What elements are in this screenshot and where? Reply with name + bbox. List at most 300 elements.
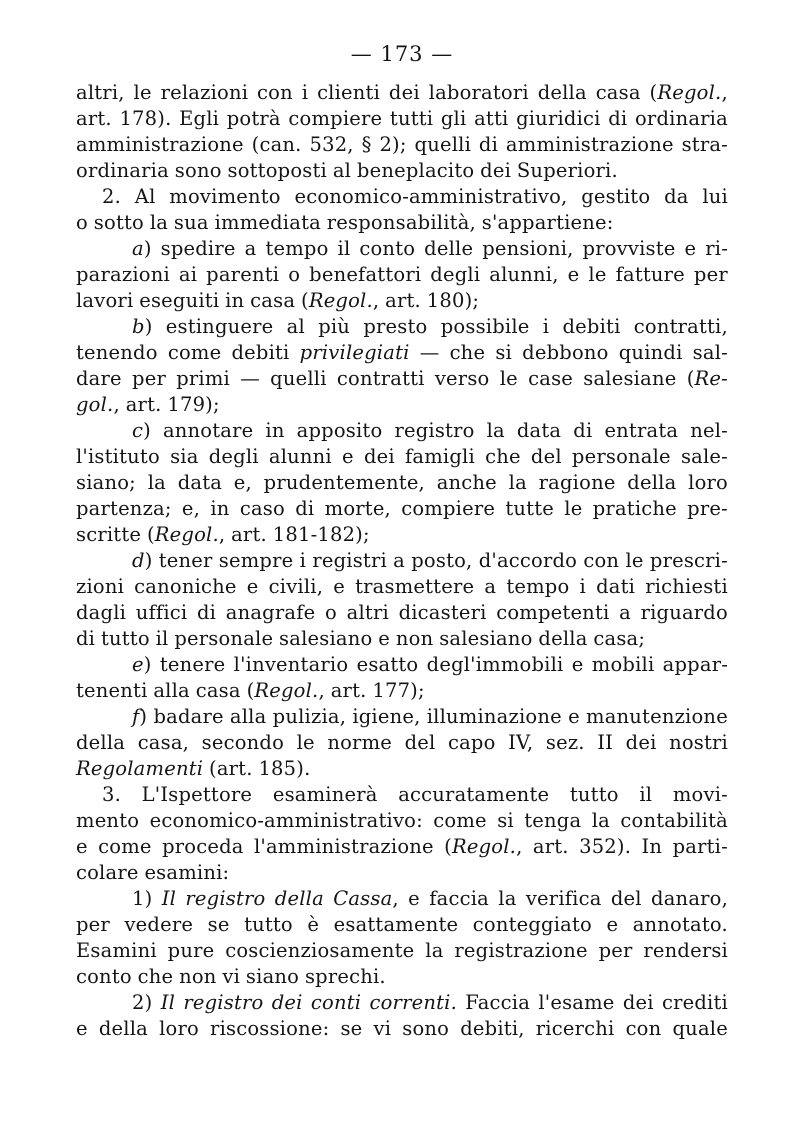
word — [76, 132, 244, 158]
italic-text: Regol. — [308, 289, 373, 312]
word — [76, 392, 120, 418]
text: zioni — [76, 575, 125, 598]
text: esattamente — [333, 913, 459, 936]
text: personale — [571, 445, 671, 468]
text: sua — [173, 211, 209, 234]
word — [76, 574, 124, 600]
word — [538, 80, 587, 106]
text: parenti — [206, 263, 280, 286]
word — [76, 730, 125, 756]
text: le — [133, 81, 152, 104]
text: registro — [394, 419, 475, 442]
word — [526, 886, 602, 912]
word — [479, 548, 577, 574]
word — [482, 236, 573, 262]
text: entrata — [604, 419, 679, 442]
text: in — [265, 419, 285, 442]
text-line — [76, 496, 728, 522]
word — [539, 470, 616, 496]
word — [682, 132, 728, 158]
word — [132, 366, 166, 392]
word — [325, 496, 391, 522]
word — [219, 548, 294, 574]
text: pulizia, — [272, 705, 347, 728]
text: tutto — [244, 913, 293, 936]
word — [170, 444, 198, 470]
text: movi- — [672, 783, 728, 806]
word — [588, 262, 606, 288]
text-line — [76, 158, 728, 184]
word — [620, 808, 728, 834]
word — [202, 730, 284, 756]
text: , — [113, 393, 120, 416]
text: quelli — [270, 367, 327, 390]
word — [76, 756, 203, 782]
word — [161, 990, 175, 1016]
text: se — [340, 1017, 363, 1040]
text: la — [149, 211, 169, 234]
word — [398, 782, 549, 808]
word — [273, 782, 378, 808]
text: compiere — [288, 107, 383, 130]
text: manutenzione — [586, 705, 728, 728]
word — [312, 548, 387, 574]
text: e, — [233, 471, 252, 494]
word — [583, 366, 676, 392]
word — [76, 938, 157, 964]
italic-text: registro — [183, 991, 264, 1014]
text: 352). — [579, 835, 632, 858]
word — [76, 1016, 88, 1042]
text: delle — [424, 237, 474, 260]
word — [363, 314, 427, 340]
word — [586, 704, 728, 730]
text: e — [606, 913, 619, 936]
text-line — [76, 132, 728, 158]
italic-text: conti — [310, 991, 362, 1014]
word — [357, 652, 419, 678]
word — [132, 704, 147, 730]
text: capo — [447, 731, 496, 754]
text: sia — [170, 445, 199, 468]
word — [593, 626, 645, 652]
word — [393, 548, 405, 574]
text: § — [361, 133, 372, 156]
text: della — [538, 627, 588, 650]
word — [334, 912, 459, 938]
word — [231, 522, 267, 548]
word — [616, 262, 685, 288]
word — [394, 418, 474, 444]
text: 2) — [132, 991, 153, 1014]
text: II — [597, 731, 614, 754]
text: per — [76, 913, 110, 936]
text-line — [76, 652, 728, 678]
word — [272, 990, 303, 1016]
word — [156, 626, 169, 652]
word — [147, 522, 225, 548]
text: appar- — [662, 653, 728, 676]
word — [688, 470, 728, 496]
word — [596, 80, 641, 106]
text: e — [571, 653, 584, 676]
text: degli — [208, 445, 259, 468]
text: amministrazione — [76, 133, 244, 156]
word — [76, 600, 126, 626]
word — [583, 548, 619, 574]
text: partenza; — [76, 497, 172, 520]
word — [101, 626, 150, 652]
text: contabilità — [620, 809, 728, 832]
text: ( — [444, 835, 452, 858]
text: data — [177, 471, 223, 494]
italic-text: e — [132, 653, 144, 676]
text: della — [98, 1017, 148, 1040]
word — [626, 730, 657, 756]
text: di — [295, 497, 315, 520]
text: altri — [346, 601, 389, 624]
word — [144, 860, 229, 886]
word — [102, 184, 121, 210]
word — [405, 444, 475, 470]
text: della — [627, 471, 677, 494]
page-body-text — [76, 80, 728, 1042]
text: esaminerà — [272, 783, 378, 806]
word — [76, 444, 160, 470]
text: più — [318, 315, 351, 338]
word — [505, 496, 554, 522]
text: i — [299, 549, 307, 572]
word — [134, 80, 152, 106]
word — [269, 574, 323, 600]
word — [533, 834, 569, 860]
text: l'esame — [538, 991, 615, 1014]
text: laboratori — [428, 81, 529, 104]
text: — — [240, 367, 260, 390]
text: 185). — [258, 757, 311, 780]
word — [150, 210, 168, 236]
word — [650, 80, 728, 106]
text: la — [147, 471, 166, 494]
word — [626, 1016, 662, 1042]
text: lui — [702, 185, 728, 208]
word — [76, 106, 112, 132]
text: rendersi — [643, 939, 728, 962]
text: , — [392, 887, 399, 910]
text: o — [288, 263, 301, 286]
text: s'appartiene: — [481, 211, 614, 234]
word — [497, 808, 514, 834]
text: del — [404, 731, 436, 754]
word — [215, 210, 321, 236]
text: igiene, — [352, 705, 421, 728]
text: l'istituto — [76, 445, 160, 468]
text: ai — [178, 263, 198, 286]
text: famigli — [404, 445, 475, 468]
text: la — [591, 809, 610, 832]
word — [119, 106, 171, 132]
text: contratti — [336, 367, 425, 390]
word — [390, 106, 433, 132]
word — [331, 678, 367, 704]
word — [625, 548, 643, 574]
word — [76, 626, 95, 652]
text: registri — [312, 549, 387, 572]
word — [379, 132, 406, 158]
text: o — [76, 211, 88, 234]
text-line — [76, 964, 728, 990]
word — [76, 964, 132, 990]
word — [538, 626, 587, 652]
text: ) — [143, 237, 152, 260]
text: provviste — [582, 237, 676, 260]
word — [424, 236, 473, 262]
word — [225, 288, 244, 314]
text: salesiano — [439, 627, 533, 650]
word — [269, 444, 332, 470]
word — [484, 574, 496, 600]
italic-text: Regol. — [657, 81, 722, 104]
word — [94, 210, 144, 236]
text: tutto — [100, 627, 150, 650]
word — [159, 548, 213, 574]
word — [437, 470, 497, 496]
word — [273, 704, 346, 730]
word — [179, 964, 216, 990]
text: d'accordo — [478, 549, 578, 572]
text: conto — [76, 965, 132, 988]
text: scritte — [76, 523, 142, 546]
word — [210, 496, 229, 522]
text: da — [664, 185, 689, 208]
word — [297, 730, 315, 756]
word — [265, 236, 328, 262]
word — [528, 366, 573, 392]
text: verso — [434, 367, 490, 390]
text: alla — [229, 705, 267, 728]
word — [433, 808, 487, 834]
word — [441, 106, 467, 132]
text: e — [76, 1017, 88, 1040]
word — [132, 652, 152, 678]
text: tenendo — [76, 341, 158, 364]
text: non — [395, 627, 434, 650]
text-line — [76, 990, 728, 1016]
text-line — [76, 184, 728, 210]
word — [435, 366, 490, 392]
word — [687, 496, 728, 522]
word — [642, 834, 663, 860]
word — [325, 600, 337, 626]
text: e, — [181, 497, 201, 520]
text: verifica — [525, 887, 602, 910]
word — [430, 262, 480, 288]
text: beneplacito — [356, 159, 475, 182]
word — [182, 496, 200, 522]
text: 3. — [102, 783, 122, 806]
word — [374, 1016, 392, 1042]
text-line — [76, 808, 728, 834]
word — [240, 496, 285, 522]
text: ri- — [705, 237, 728, 260]
word — [136, 600, 188, 626]
text: mento — [76, 809, 140, 832]
word — [597, 730, 613, 756]
text: se — [207, 913, 230, 936]
text-line — [76, 470, 728, 496]
word — [572, 444, 671, 470]
text-line — [76, 626, 728, 652]
text: , — [318, 679, 325, 702]
word — [311, 990, 361, 1016]
text: sotto — [93, 211, 144, 234]
text: gestito — [581, 185, 651, 208]
word — [287, 314, 305, 340]
text: e — [378, 627, 391, 650]
word — [132, 990, 152, 1016]
text: e — [342, 445, 354, 468]
text-line — [76, 106, 728, 132]
text: a — [244, 237, 257, 260]
word — [167, 392, 219, 418]
word — [208, 912, 230, 938]
text: la — [508, 471, 527, 494]
word — [270, 366, 327, 392]
word — [252, 132, 302, 158]
word — [508, 730, 533, 756]
word — [175, 158, 222, 184]
word — [309, 262, 421, 288]
word — [76, 496, 172, 522]
word — [378, 626, 390, 652]
text: il — [639, 783, 653, 806]
text: (can. — [251, 133, 302, 156]
text: art. — [125, 393, 162, 416]
text: uffici — [135, 601, 188, 624]
text: illuminazione — [426, 705, 562, 728]
word — [641, 600, 728, 626]
text: debiti — [231, 341, 290, 364]
page-number: — 173 — — [350, 42, 454, 66]
text: siano — [245, 965, 300, 988]
text: con — [583, 549, 620, 572]
word — [673, 1016, 728, 1042]
italic-text: Regol. — [154, 523, 219, 546]
word — [76, 262, 170, 288]
text: In — [641, 835, 663, 858]
text: a — [484, 575, 497, 598]
text: tutte — [505, 497, 554, 520]
word — [333, 158, 351, 184]
text: badare — [153, 705, 224, 728]
text: della — [76, 731, 126, 754]
text: degl'immobili — [426, 653, 564, 676]
text: anche — [436, 471, 497, 494]
word — [474, 106, 508, 132]
italic-text: della — [274, 887, 324, 910]
text: art. — [231, 523, 267, 546]
word — [509, 470, 527, 496]
text: debiti — [562, 315, 621, 338]
word — [126, 392, 162, 418]
text-line — [76, 860, 728, 886]
text: prescri- — [649, 549, 728, 572]
word — [76, 860, 139, 886]
word — [347, 600, 389, 626]
word — [76, 80, 125, 106]
text: proceda — [162, 835, 244, 858]
text: casa, — [137, 731, 190, 754]
word — [370, 990, 457, 1016]
word — [300, 340, 410, 366]
word — [581, 184, 650, 210]
word — [288, 106, 382, 132]
text: il — [155, 627, 169, 650]
italic-text: Re- — [694, 367, 728, 390]
text: quindi — [618, 341, 683, 364]
text: 1) — [132, 887, 153, 910]
word — [619, 600, 631, 626]
text: atti — [474, 107, 509, 130]
word — [580, 574, 586, 600]
text-line — [76, 314, 728, 340]
word — [362, 132, 372, 158]
word — [441, 314, 530, 340]
text: crediti — [661, 991, 728, 1014]
word — [98, 834, 152, 860]
text: riguardo — [640, 601, 728, 624]
word — [240, 366, 260, 392]
word — [159, 1016, 199, 1042]
text: eseguiti — [139, 289, 220, 312]
text: relazioni — [160, 81, 249, 104]
word — [604, 418, 678, 444]
word — [425, 938, 443, 964]
text: che — [485, 445, 521, 468]
word — [227, 106, 281, 132]
text: annotare — [162, 419, 254, 442]
word — [300, 548, 306, 574]
word — [627, 470, 676, 496]
italic-text: Regol. — [254, 679, 319, 702]
word — [273, 522, 370, 548]
italic-text: d — [132, 549, 145, 572]
word — [517, 418, 561, 444]
word — [694, 262, 728, 288]
text-line — [76, 262, 728, 288]
word — [135, 184, 156, 210]
word — [245, 236, 257, 262]
word — [516, 106, 601, 132]
text: sprechi. — [304, 965, 386, 988]
text: e — [76, 835, 88, 858]
word — [264, 470, 425, 496]
text: Superiori. — [516, 159, 618, 182]
text: ) — [139, 705, 148, 728]
word — [132, 886, 152, 912]
text: ) — [144, 549, 153, 572]
text-line — [76, 834, 728, 860]
text: e — [684, 237, 697, 260]
word — [359, 236, 415, 262]
word — [185, 886, 265, 912]
text: casa — [250, 289, 296, 312]
word — [480, 158, 511, 184]
text: posto, — [411, 549, 473, 572]
word — [161, 80, 249, 106]
word — [564, 496, 582, 522]
word — [176, 366, 230, 392]
